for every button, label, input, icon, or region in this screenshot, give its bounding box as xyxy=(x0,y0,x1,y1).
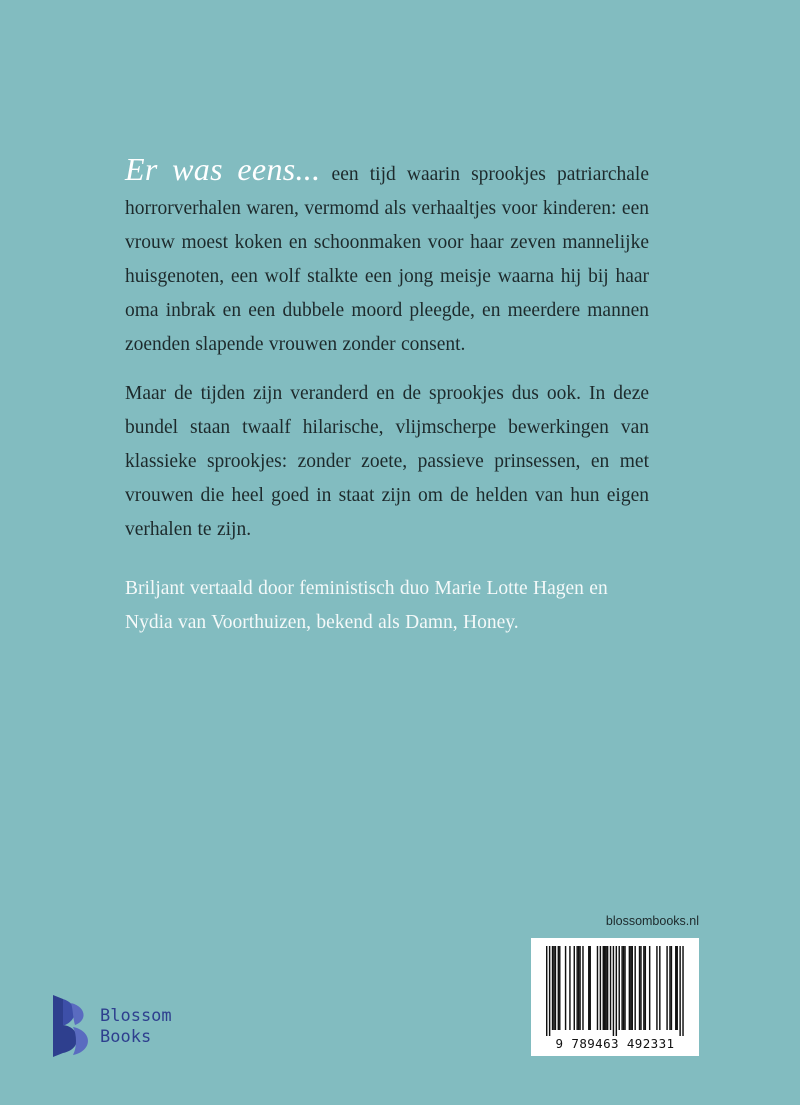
barcode-bar xyxy=(549,946,550,1036)
barcode-bar xyxy=(597,946,598,1030)
barcode-bar xyxy=(565,946,566,1030)
barcode-bar xyxy=(610,946,611,1030)
barcode-bar xyxy=(639,946,640,1030)
barcode-bar xyxy=(629,946,630,1030)
website-url: blossombooks.nl xyxy=(605,914,699,928)
barcode-bar xyxy=(621,946,622,1030)
barcode-bar xyxy=(588,946,589,1030)
barcode-bar xyxy=(555,946,556,1030)
barcode-bar xyxy=(675,946,676,1030)
barcode-bar xyxy=(546,946,547,1036)
barcode-bar xyxy=(634,946,635,1030)
publisher-name xyxy=(100,1006,172,1048)
barcode-bar xyxy=(640,946,641,1030)
barcode-bar xyxy=(582,946,583,1030)
intro-lead: Er was eens... xyxy=(125,151,321,187)
barcode-bar xyxy=(607,946,608,1030)
barcode-bar xyxy=(679,946,680,1036)
barcode-bar xyxy=(616,946,617,1036)
barcode xyxy=(531,938,699,1036)
barcode-bar xyxy=(552,946,553,1030)
barcode-bar xyxy=(619,946,620,1030)
barcode-bar xyxy=(671,946,672,1030)
barcode-bar xyxy=(578,946,579,1030)
intro-body: een tijd waarin sprookjes patriarchale horrorverhalen waren, vermomd als verhaaltjes voor kinderen: een vrouw moest koken en schoonmaken voor haar zeven mannelijke huisgenoten, een wolf stalkte een jong meisje waarna hij bij haar oma inbrak en een dubbele moord pleegde, en meerdere mannen zoenden slapende vrouwen zonder consent. xyxy=(125,164,649,355)
barcode-bar xyxy=(656,946,657,1030)
barcode-bar xyxy=(623,946,624,1030)
barcode-bar xyxy=(630,946,631,1030)
barcode-label xyxy=(531,938,699,1056)
barcode-bar xyxy=(569,946,570,1030)
barcode-bar xyxy=(605,946,606,1030)
barcode-bar xyxy=(624,946,625,1030)
publisher-name-line1: Blossom xyxy=(100,1006,172,1026)
barcode-bar xyxy=(576,946,577,1030)
isbn-number: 9 789463 492331 xyxy=(555,1036,675,1051)
barcode-bar xyxy=(590,946,591,1030)
barcode-bar xyxy=(659,946,660,1030)
barcode-bar xyxy=(600,946,601,1030)
barcode-bar xyxy=(677,946,678,1030)
barcode-bar xyxy=(643,946,644,1030)
barcode-bar xyxy=(574,946,575,1030)
barcode-bar xyxy=(579,946,580,1030)
barcode-bar xyxy=(558,946,559,1030)
barcode-bar xyxy=(632,946,633,1030)
intro-paragraph xyxy=(125,152,649,362)
translator-paragraph: Briljant vertaald door feministisch duo Marie Lotte Hagen en Nydia van Voorthuizen, bekend als Damn, Honey. xyxy=(125,578,608,633)
barcode-bar xyxy=(559,946,560,1030)
barcode-bar xyxy=(604,946,605,1030)
barcode-bar xyxy=(553,946,554,1030)
barcode-bar xyxy=(666,946,667,1030)
barcode-bar xyxy=(613,946,614,1036)
barcode-bar xyxy=(603,946,604,1030)
second-paragraph: Maar de tijden zijn veranderd en de sprookjes dus ook. In deze bundel staan twaalf hilarische, vlijmscherpe bewerkingen van klassieke sprookjes: zonder zoete, passieve prinsessen, en met vrouwen die heel goed in staat zijn om de helden van hun eigen verhalen te zijn. xyxy=(125,383,649,540)
barcode-bar xyxy=(645,946,646,1030)
barcode-bar xyxy=(649,946,650,1030)
publisher-name-line2: Books xyxy=(100,1027,152,1047)
barcode-bar xyxy=(682,946,683,1036)
barcode-bar xyxy=(669,946,670,1030)
blossom-books-logo-icon xyxy=(51,995,95,1057)
